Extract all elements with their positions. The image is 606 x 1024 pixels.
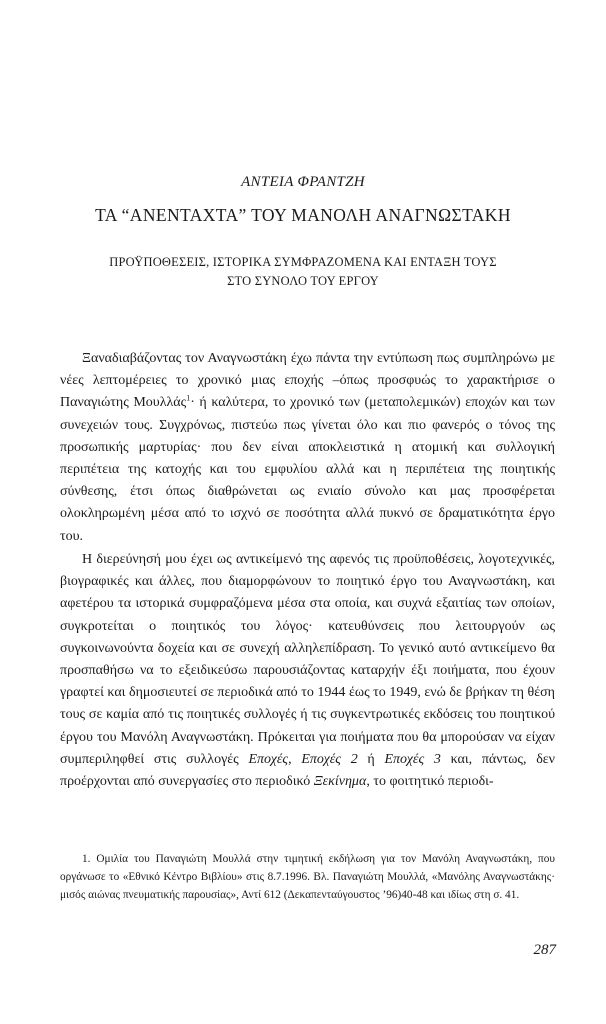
book-title-epoches-3: Εποχές 3 bbox=[384, 751, 441, 767]
paragraph-2-separator-1: , bbox=[288, 751, 302, 767]
paragraph-2-text-part-2: και, πάντως, δεν προέρχονται από συνεργασίες στο περιοδικό bbox=[60, 751, 555, 790]
book-title-epoches: Εποχές bbox=[248, 751, 289, 767]
page-number: 287 bbox=[533, 942, 556, 958]
body-paragraph-2 bbox=[60, 549, 555, 793]
subtitle-line-2: ΣΤΟ ΣΥΝΟΛΟ ΤΟΥ ΕΡΓΟΥ bbox=[227, 274, 379, 288]
paragraph-2-text-part-1: Η διερεύνησή μου έχει ως αντικείμενό της αφενός τις προϋποθέσεις, λογοτεχνικές, βιογραφικές και άλλες, που διαμορφώνουν το ποιητικό έργο του Αναγνωστάκη, και αφετέρου τα ιστορικά συμφραζόμενα μέσα στα οποία, και συχνά εξαιτίας των οποίων, συγκροτείται ο ποιητικός του λόγος· κατευθύνσεις που λειτουργούν ως συγκοινωνούντα δοχεία και σε συνεχή αλληλεπίδραση. Το γενικό αυτό αντικείμενο θα προσπαθήσω να το εξειδικεύσω παρουσιάζοντας καταρχήν έξι ποιήματα, που έχουν γραφτεί και δημοσιευτεί σε περιοδικά από το 1944 έως το 1949, ενώ δε βρήκαν τη θέση τους σε καμία από τις ποιητικές συλλογές ή τις συγκεντρωτικές εκδόσεις του ποιητικού έργου του Μανόλη Αναγνωστάκη. Πρόκειται για ποιήματα που θα μπορούσαν να είχαν συμπεριληφθεί στις συλλογές bbox=[60, 552, 555, 767]
body-paragraph-1 bbox=[60, 348, 555, 548]
journal-title-xekinima: Ξεκίνημα bbox=[313, 774, 367, 790]
paragraph-2-text-part-3: , το φοιτητικό περιοδι- bbox=[366, 774, 494, 790]
article-title: ΤΑ “ΑΝΕΝΤΑΧΤΑ” ΤΟΥ ΜΑΝΟΛΗ ΑΝΑΓΝΩΣΤΑΚΗ bbox=[95, 205, 511, 225]
paragraph-2-separator-2: ή bbox=[357, 751, 385, 767]
footnote-marker: 1 bbox=[186, 393, 191, 403]
book-title-epoches-2: Εποχές 2 bbox=[301, 751, 358, 767]
article-author: ΑΝΤΕΙΑ ΦΡΑΝΤΖΗ bbox=[241, 174, 365, 190]
article-subtitle bbox=[60, 253, 546, 291]
footnote-1: 1. Ομιλία του Παναγιώτη Μουλλά στην τιμητική εκδήλωση για τον Μανόλη Αναγνωστάκη, που οργάνωσε το «Εθνικό Κέντρο Βιβλίου» στις 8.7.1996. Βλ. Παναγιώτη Μουλλά, «Μανόλης Αναγνωστάκης· μισός αιώνας πνευματικής παρουσίας», Αντί 612 (Δεκαπενταύγουστος ’96)40-48 και ιδίως στη σ. 41. bbox=[60, 853, 555, 901]
subtitle-line-1: ΠΡΟΫΠΟΘΕΣΕΙΣ, ΙΣΤΟΡΙΚΑ ΣΥΜΦΡΑΖΟΜΕΝΑ ΚΑΙ ΕΝΤΑΞΗ ΤΟΥΣ bbox=[109, 255, 497, 269]
paragraph-1-text-end: · ή καλύτερα, το χρονικό των (μεταπολεμικών) εποχών και των συνεχειών τους. Συγχρόνως, πιστεύω πως γίνεται όλο και πιο φανερός ο τόνος της προσωπικής μαρτυρίας· που δεν είναι αποκλειστικά η ατομική και συλλογική περιπέτεια της κατοχής και του εμφυλίου αλλά και η περιπέτεια της ποιητικής σύνθεσης, έτσι όπως διαθρώνεται ως ενιαίο σύνολο και μας προσφέρεται ολοκληρωμένη μέσα από το ισχνό σε ποσότητα αλλά πυκνό σε δραματικότητα έργο του. bbox=[60, 395, 556, 544]
paragraph-1-text-start: Ξαναδιαβάζοντας τον Αναγνωστάκη έχω πάντα την εντύπωση πως συμπληρώνω με νέες λεπτομέρειες το χρονικό μιας εποχής –όπως προσφυώς το χαρακτήρισε ο Παναγιώτης Μουλλάς bbox=[60, 351, 555, 411]
